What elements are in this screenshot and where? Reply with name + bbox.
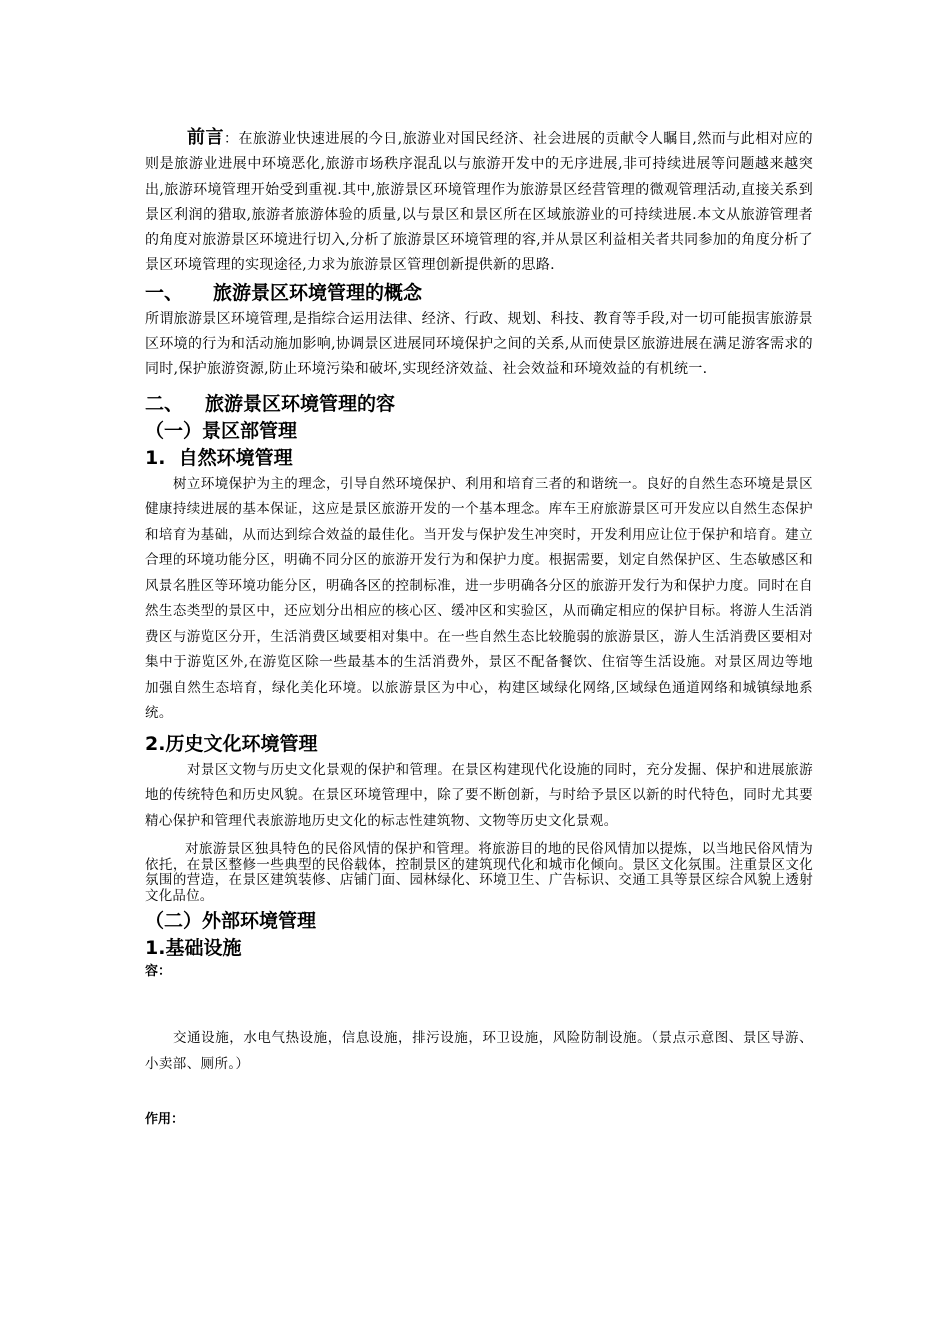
document-page xyxy=(145,125,813,1130)
effect-label: 作用： xyxy=(145,1112,185,1128)
subsection1-heading: （一）景区部管理 xyxy=(145,419,298,442)
section2-heading xyxy=(145,391,813,418)
section2-title: 旅游景区环境管理的容 xyxy=(205,392,396,415)
section1-title: 旅游景区环境管理的概念 xyxy=(213,281,423,304)
preface-text: 在旅游业快速进展的今日,旅游业对国民经济、社会进展的贡献令人瞩目,然而与此相对应的则是旅游业进展中环境恶化,旅游市场秩序混乱以与旅游开发中的无序进展,非可持续进展等问题越来越突出,旅游环境管理开始受到重视.其中,旅游景区环境管理作为旅游景区经营管理的微观管理活动,直接关系到景区利润的猎取,旅游者旅游体验的质量,以与景区和景区所在区域旅游业的可持续进展.本文从旅游管理者的角度对旅游景区环境进行切入,分析了旅游景区环境管理的容,并从景区利益相关者共同参加的角度分析了景区环境管理的实现途径,力求为旅游景区管理创新提供新的思路. xyxy=(145,131,813,274)
section1-heading xyxy=(145,280,813,307)
item2-paragraph-1: 对景区文物与历史文化景观的保护和管理。在景区构建现代化设施的同时，充分发掘、保护和进展旅游地的传统特色和历史风貌。在景区环境管理中，除了要不断创新，与时给予景区以新的时代特色，同时尤其要精心保护和管理代表旅游地历史文化的标志性建筑物、文物等历史文化景观。 xyxy=(145,761,813,829)
subsection2-heading: （二）外部环境管理 xyxy=(145,910,317,933)
preface-paragraph xyxy=(145,125,813,279)
item2-paragraph-2: 对旅游景区独具特色的民俗风情的保护和管理。将旅游目的地的民俗风情加以提炼，以当地民俗风情为依托，在景区整修一些典型的民俗载体，控制景区的建筑现代化和城市化倾向。景区文化氛围。注重景区文化氛围的营造，在景区建筑装修、店铺门面、园林绿化、环境卫生、广告标识、交通工具等景区综合风貌上透射文化品位。 xyxy=(145,841,813,904)
infra-paragraph: 交通设施，水电气热设施，信息设施，排污设施，环卫设施，风险防制设施。（景点示意图、景区导游、小卖部、厕所。） xyxy=(145,1030,813,1072)
section2-number: 二、 xyxy=(145,392,184,415)
infra-heading: 1.基础设施 xyxy=(145,937,242,960)
item1-paragraph: 树立环境保护为主的理念，引导自然环境保护、利用和培育三者的和谐统一。良好的自然生态环境是景区健康持续进展的基本保证，这应是景区旅游开发的一个基本理念。库车王府旅游景区可开发应以自然生态保护和培育为基础，从而达到综合效益的最佳化。当开发与保护发生冲突时，开发利用应让位于保护和培育。建立合理的环境功能分区，明确不同分区的旅游开发行为和保护力度。根据需要，划定自然保护区、生态敏感区和风景名胜区等环境功能分区，明确各区的控制标准，进一步明确各分区的旅游开发行为和保护力度。同时在自然生态类型的景区中，还应划分出相应的核心区、缓冲区和实验区，从而确定相应的保护目标。将游人生活消费区与游览区分开，生活消费区域要相对集中。在一些自然生态比较脆弱的旅游景区，游人生活消费区要相对集中于游览区外,在游览区除一些最基本的生活消费外，景区不配备餐饮、住宿等生活设施。对景区周边等地加强自然生态培育，绿化美化环境。以旅游景区为中心，构建区域绿化网络,区域绿色通道网络和城镇绿地系统。 xyxy=(145,475,813,722)
content-label: 容： xyxy=(145,964,172,980)
section1-number: 一、 xyxy=(145,281,184,304)
item2-heading: 2.历史文化环境管理 xyxy=(145,732,318,755)
section1-paragraph: 所谓旅游景区环境管理,是指综合运用法律、经济、行政、规划、科技、教育等手段,对一切可能损害旅游景区环境的行为和活动施加影响,协调景区进展同环境保护之间的关系,从而使景区旅游进展在满足游客需求的同时,保护旅游资源,防止环境污染和破坏,实现经济效益、社会效益和环境效益的有机统一. xyxy=(145,310,813,378)
item1-heading: 1. 自然环境管理 xyxy=(145,446,293,469)
preface-label: 前言 xyxy=(187,127,224,148)
preface-colon: ： xyxy=(223,131,239,147)
